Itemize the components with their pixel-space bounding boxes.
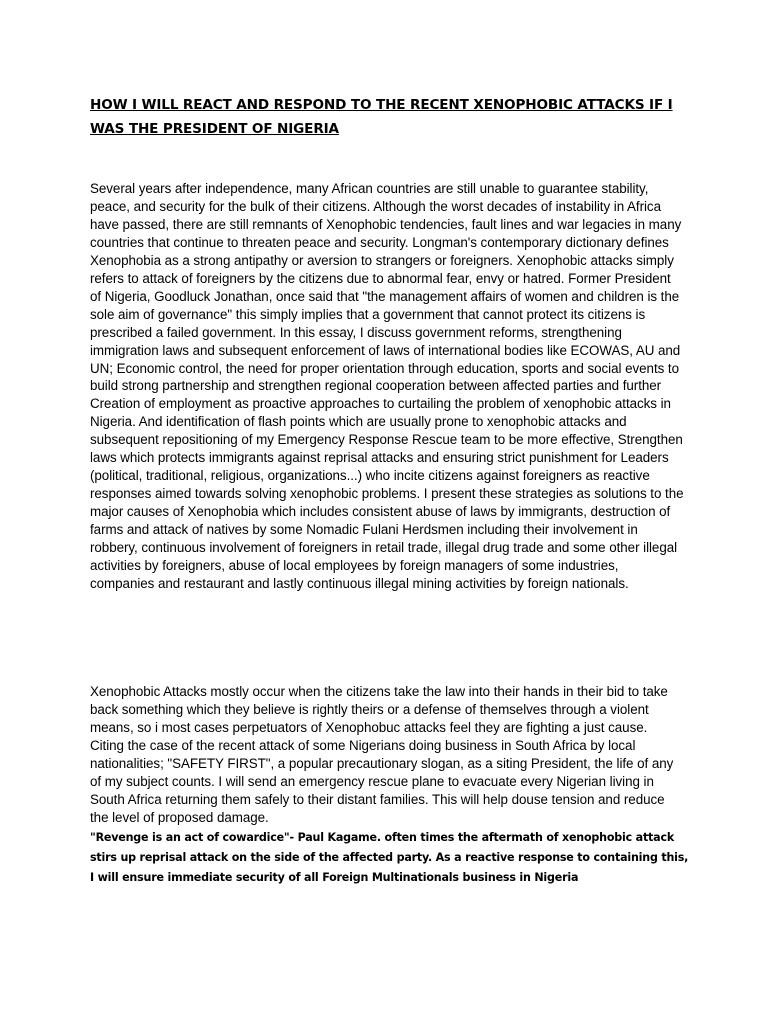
paragraph-reactive-response: Xenophobic Attacks mostly occur when the citizens take the law into their hands in their bid to take back something which they believe is rightly theirs or a defense of themselves through a violent means, so i most cases perpetuators of Xenophobuc attacks feel they are fighting a just cause. Citing the case of the recent attack of some Nigerians doing business in South Africa by local nationalities; "SAFETY FIRST", a popular precautionary slogan, as a siting President, the life of any of my subject counts. I will send an emergency rescue plane to evacuate every Nigerian living in South Africa returning them safely to their distant families. This will help douse tension and reduce the level of proposed damage.: [90, 684, 674, 825]
paragraph-introduction: Several years after independence, many African countries are still unable to guarantee stability, peace, and security for the bulk of their citizens. Although the worst decades of instability in Africa have passed, there are still remnants of Xenophobic tendencies, fault lines and war legacies in many countries that continue to threaten peace and security. Longman's contemporary dictionary defines Xenophobia as a strong antipathy or aversion to strangers or foreigners. Xenophobic attacks simply refers to attack of foreigners by the citizens due to abnormal fear, envy or hatred. Former President of Nigeria, Goodluck Jonathan, once said that "the management affairs of women and children is the sole aim of governance" this simply implies that a government that cannot protect its citizens is prescribed a failed government. In this essay, I discuss government reforms, strengthening immigration laws and subsequent enforcement of laws of international bodies like ECOWAS, AU and UN; Economic control, the need for proper orientation through education, sports and social events to build strong partnership and strengthen regional cooperation between affected parties and further Creation of employment as proactive approaches to curtailing the problem of xenophobic attacks in Nigeria. And identification of flash points which are usually prone to xenophobic attacks and subsequent repositioning of my Emergency Response Rescue team to be more effective, Strengthen laws which protects immigrants against reprisal attacks and ensuring strict punishment for Leaders (political, traditional, religious, organizations...) who incite citizens against foreigners as reactive responses aimed towards solving xenophobic problems. I present these strategies as solutions to the major causes of Xenophobia which includes consistent abuse of laws by immigrants, destruction of farms and attack of natives by some Nomadic Fulani Herdsmen including their involvement in robbery, continuous involvement of foreigners in retail trade, illegal drug trade and some other illegal activities by foreigners, abuse of local employees by foreign managers of some industries, companies and restaurant and lastly continuous illegal mining activities by foreign nationals.: [90, 181, 684, 591]
paragraph-kagame-quote: "Revenge is an act of cowardice"- Paul Kagame. often times the aftermath of xenophobic attack stirs up reprisal attack on the side of the affected party. As a reactive response to containing this, I will ensure immediate security of all Foreign Multinationals business in Nigeria: [90, 831, 689, 884]
document-title: HOW I WILL REACT AND RESPOND TO THE RECENT XENOPHOBIC ATTACKS IF I WAS THE PRESIDENT OF NIGERIA: [90, 97, 673, 137]
